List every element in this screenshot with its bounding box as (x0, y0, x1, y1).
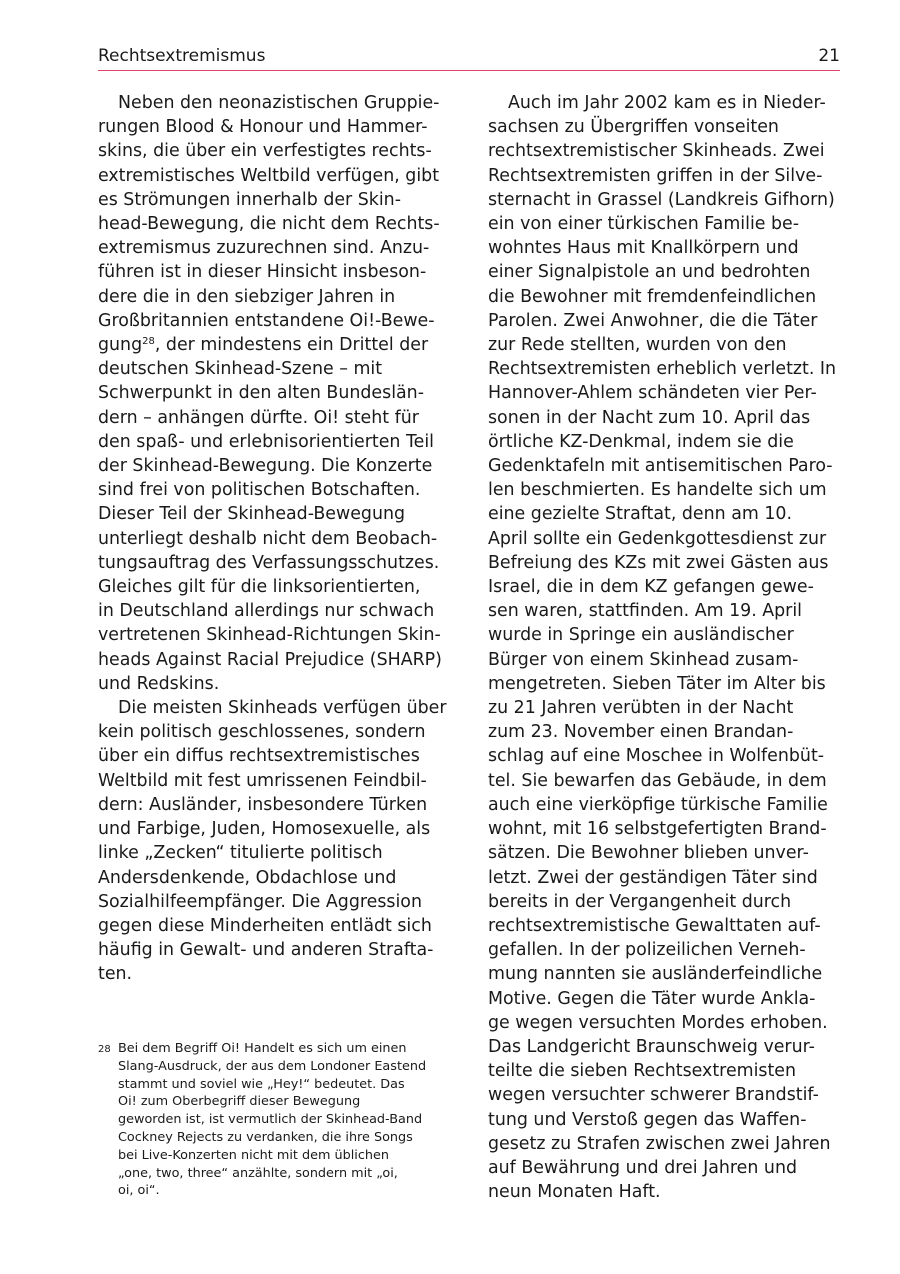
text-line (488, 1035, 840, 1059)
header-title: Rechtsextremismus (98, 46, 266, 66)
text-line (488, 527, 840, 551)
line-text: zur Rede stellten, wurden von den (488, 335, 787, 356)
text-line (488, 962, 840, 986)
line-text: Sozialhilfeempfänger. Die Aggression (98, 891, 422, 912)
text-line (488, 309, 840, 333)
text-line (98, 260, 448, 284)
line-text: rungen Blood & Honour und Hammer- (98, 117, 428, 138)
text-line (98, 599, 448, 623)
text-line (98, 841, 448, 865)
line-text: heads Against Racial Prejudice (SHARP) (98, 649, 442, 670)
line-text: linke „Zecken“ titulierte politisch (98, 843, 383, 864)
line-text: wurde in Springe ein ausländischer (488, 625, 794, 646)
text-line (488, 696, 840, 720)
line-text: den spaß- und erlebnisorientierten Teil (98, 431, 435, 452)
line-text: bereits in der Vergangenheit durch (488, 891, 792, 912)
text-line (488, 551, 840, 575)
text-line (488, 1083, 840, 1107)
line-text: auf Bewährung und drei Jahren und (488, 1157, 798, 1178)
line-text: führen ist in dieser Hinsicht insbeson- (98, 262, 427, 283)
text-line (488, 502, 840, 526)
text-line (98, 502, 448, 526)
text-line (488, 744, 840, 768)
text-line (98, 672, 448, 696)
page-number: 21 (818, 46, 840, 66)
text-line (488, 866, 840, 890)
line-text: rechtsextremistischer Skinheads. Zwei (488, 141, 825, 162)
line-text: dern – anhängen dürfte. Oi! steht für (98, 407, 419, 428)
line-text: mengetreten. Sieben Täter im Alter bis (488, 673, 826, 694)
footnote-line: „one, two, three“ anzählte, sondern mit „oi, (118, 1165, 398, 1181)
text-line (488, 1108, 840, 1132)
text-line (98, 793, 448, 817)
text-line (488, 914, 840, 938)
text-line (488, 260, 840, 284)
text-line (488, 1180, 840, 1204)
line-text: und Farbige, Juden, Homosexuelle, als (98, 819, 431, 840)
text-line (488, 987, 840, 1011)
text-line (488, 672, 840, 696)
text-line (488, 938, 840, 962)
line-text: die Bewohner mit fremdenfeindlichen (488, 286, 817, 307)
text-line (98, 454, 448, 478)
text-line (98, 91, 448, 115)
line-text: zum 23. November einen Brandan- (488, 722, 794, 743)
line-text: Parolen. Zwei Anwohner, die die Täter (488, 310, 818, 331)
line-text: len beschmierten. Es handelte sich um (488, 480, 827, 501)
line-text: eine gezielte Straftat, denn am 10. (488, 504, 792, 525)
line-text: Gedenktafeln mit antisemitischen Paro- (488, 456, 833, 477)
text-line (488, 720, 840, 744)
footnote-reference[interactable]: 28 (142, 336, 155, 348)
text-line (488, 139, 840, 163)
text-line (488, 454, 840, 478)
line-text: skins, die über ein verfestigtes rechts- (98, 141, 432, 162)
text-line (488, 164, 840, 188)
line-text: sätzen. Die Bewohner blieben unver- (488, 843, 809, 864)
line-text: zu 21 Jahren verübten in der Nacht (488, 698, 794, 719)
line-text: Großbritannien entstandene Oi!-Bewe- (98, 310, 435, 331)
footnote-marker: 28 (98, 1044, 111, 1055)
line-text: gesetz zu Strafen zwischen zwei Jahren (488, 1133, 831, 1154)
line-text: April sollte ein Gedenkgottesdienst zur (488, 528, 827, 549)
text-line (98, 285, 448, 309)
text-line (98, 478, 448, 502)
text-line (488, 478, 840, 502)
line-text: sonen in der Nacht zum 10. April das (488, 407, 811, 428)
text-line (98, 333, 448, 357)
text-line (98, 309, 448, 333)
line-text: ten. (98, 964, 133, 985)
footnote-text (118, 1040, 426, 1200)
text-line (98, 769, 448, 793)
line-text: ein von einer türkischen Familie be- (488, 214, 800, 235)
text-line (98, 648, 448, 672)
line-text: Rechtsextremisten erheblich verletzt. In (488, 359, 837, 380)
line-text: unterliegt deshalb nicht dem Beobach- (98, 528, 438, 549)
footnote-line: Slang-Ausdruck, der aus dem Londoner Eastend (118, 1058, 427, 1074)
line-text: Das Landgericht Braunschweig verur- (488, 1036, 815, 1057)
line-text: häufig in Gewalt- und anderen Strafta- (98, 940, 434, 961)
line-text: es Strömungen innerhalb der Skin- (98, 189, 401, 210)
text-line (98, 139, 448, 163)
line-text: wohntes Haus mit Knallkörpern und (488, 238, 799, 259)
text-line (488, 236, 840, 260)
text-line (488, 841, 840, 865)
line-text: der Skinhead-Bewegung. Die Konzerte (98, 456, 433, 477)
text-line (488, 623, 840, 647)
line-text: Auch im Jahr 2002 kam es in Nieder- (508, 93, 826, 113)
text-line (488, 91, 840, 115)
line-text: wohnt, mit 16 selbstgefertigten Brand- (488, 819, 827, 840)
line-text: Weltbild mit fest umrissenen Feindbil- (98, 770, 427, 791)
line-text: in Deutschland allerdings nur schwach (98, 601, 435, 622)
line-text: gegen diese Minderheiten entlädt sich (98, 915, 432, 936)
footnote-line: Cockney Rejects zu verdanken, die ihre Songs (118, 1129, 413, 1145)
text-line (488, 1156, 840, 1180)
line-text: head-Bewegung, die nicht dem Rechts- (98, 214, 440, 235)
text-line (98, 527, 448, 551)
text-line (98, 866, 448, 890)
line-text: ge wegen versuchten Mordes erhoben. (488, 1012, 828, 1033)
text-line (488, 817, 840, 841)
text-line (488, 357, 840, 381)
text-line (98, 914, 448, 938)
line-text: gung (98, 335, 143, 356)
line-text: auch eine vierköpfige türkische Familie (488, 794, 828, 815)
line-text: mung nannten sie ausländerfeindliche (488, 964, 823, 985)
line-text: sachsen zu Übergriffen vonseiten (488, 117, 779, 138)
text-line (488, 1011, 840, 1035)
line-text: wegen versuchter schwerer Brandstif- (488, 1085, 819, 1106)
line-text: Andersdenkende, Obdachlose und (98, 867, 397, 888)
text-line (488, 333, 840, 357)
line-text: und Redskins. (98, 673, 220, 694)
text-line (98, 938, 448, 962)
text-line (98, 188, 448, 212)
left-column (98, 91, 448, 987)
running-header (98, 44, 840, 71)
line-text: Schwerpunkt in den alten Bundeslän- (98, 383, 424, 404)
line-text: einer Signalpistole an und bedrohten (488, 262, 811, 283)
line-text: deutschen Skinhead-Szene – mit (98, 359, 383, 380)
line-text: schlag auf eine Moschee in Wolfenbüt- (488, 746, 825, 767)
line-text: Dieser Teil der Skinhead-Bewegung (98, 504, 406, 525)
line-text: Die meisten Skinheads verfügen über (118, 698, 447, 719)
line-text: rechtsextremistische Gewalttaten auf- (488, 915, 821, 936)
text-line (488, 599, 840, 623)
footnote-line: oi, oi“. (118, 1183, 160, 1199)
text-line (98, 551, 448, 575)
line-text: über ein diffus rechtsextremistisches (98, 746, 420, 767)
text-line (98, 430, 448, 454)
text-line (488, 212, 840, 236)
text-line (98, 623, 448, 647)
text-line (98, 962, 448, 986)
line-text: Neben den neonazistischen Gruppie- (118, 93, 440, 113)
text-line (98, 817, 448, 841)
line-text: neun Monaten Haft. (488, 1182, 661, 1203)
footnote-line: bei Live-Konzerten nicht mit dem üblichen (118, 1147, 389, 1163)
text-line (488, 769, 840, 793)
text-line (98, 406, 448, 430)
text-line (98, 357, 448, 381)
line-text: sternacht in Grassel (Landkreis Gifhorn) (488, 189, 835, 210)
text-line (488, 406, 840, 430)
line-text: kein politisch geschlossenes, sondern (98, 722, 426, 743)
text-line (98, 212, 448, 236)
line-text: letzt. Zwei der geständigen Täter sind (488, 867, 818, 888)
line-text: dere die in den siebziger Jahren in (98, 286, 396, 307)
right-column (488, 91, 840, 1204)
line-text: Gleiches gilt für die linksorientierten, (98, 577, 421, 598)
text-line (488, 575, 840, 599)
text-line (488, 381, 840, 405)
text-line (488, 890, 840, 914)
text-line (98, 115, 448, 139)
text-line (98, 890, 448, 914)
line-text: Bürger von einem Skinhead zusam- (488, 649, 799, 670)
line-text: tung und Verstoß gegen das Waffen- (488, 1109, 807, 1130)
text-line (98, 164, 448, 188)
line-text: tungsauftrag des Verfassungsschutzes. (98, 552, 440, 573)
line-text: Befreiung des KZs mit zwei Gästen aus (488, 552, 829, 573)
line-text: Hannover-Ahlem schändeten vier Per- (488, 383, 817, 404)
line-text: sind frei von politischen Botschaften. (98, 480, 421, 501)
line-text: extremismus zuzurechnen sind. Anzu- (98, 238, 430, 259)
text-line (98, 575, 448, 599)
line-text: Motive. Gegen die Täter wurde Ankla- (488, 988, 816, 1009)
text-line (98, 381, 448, 405)
line-text: gefallen. In der polizeilichen Verneh- (488, 940, 806, 961)
text-line (98, 720, 448, 744)
text-line (98, 744, 448, 768)
line-text: vertretenen Skinhead-Richtungen Skin- (98, 625, 441, 646)
line-text: tel. Sie bewarfen das Gebäude, in dem (488, 770, 827, 791)
line-text: Israel, die in dem KZ gefangen gewe- (488, 577, 814, 598)
text-line (488, 793, 840, 817)
footnote-line: Bei dem Begriff Oi! Handelt es sich um einen (118, 1041, 407, 1056)
text-line (488, 1059, 840, 1083)
line-text: dern: Ausländer, insbesondere Türken (98, 794, 428, 815)
line-text: extremistisches Weltbild verfügen, gibt (98, 165, 440, 186)
text-line (488, 188, 840, 212)
line-text-continued: , der mindestens ein Drittel der (154, 335, 429, 356)
line-text: örtliche KZ-Denkmal, indem sie die (488, 431, 794, 452)
footnote-line: geworden ist, ist vermutlich der Skinhead-Band (118, 1112, 423, 1128)
text-line (488, 1132, 840, 1156)
text-line (488, 430, 840, 454)
line-text: Rechtsextremisten griffen in der Silve- (488, 165, 823, 186)
text-line (98, 696, 448, 720)
text-line (488, 648, 840, 672)
line-text: sen waren, stattfinden. Am 19. April (488, 601, 802, 622)
footnote-line: stammt und soviel wie „Hey!“ bedeutet. Das (118, 1076, 405, 1092)
text-line (98, 236, 448, 260)
text-line (488, 115, 840, 139)
line-text: teilte die sieben Rechtsextremisten (488, 1061, 797, 1082)
footnote-line: Oi! zum Oberbegriff dieser Bewegung (118, 1094, 361, 1110)
text-line (488, 285, 840, 309)
